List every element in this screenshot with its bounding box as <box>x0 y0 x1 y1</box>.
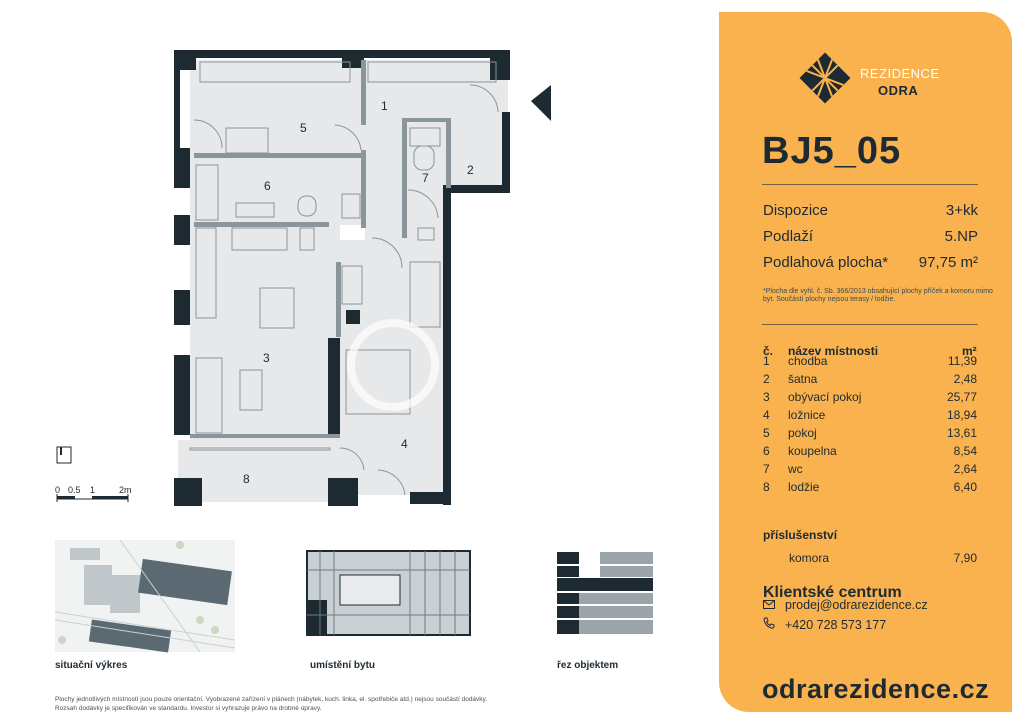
room-number-6: 6 <box>264 179 271 193</box>
table-row <box>763 354 977 372</box>
col-area-header: m² <box>962 344 977 358</box>
floor-row <box>763 228 978 245</box>
building-section-thumbnail <box>557 552 653 634</box>
area-note: *Plocha dle vyhl. č. Sb. 366/2013 obsahující plochy příček a komoru mimo byt. Součástí plochy nejsou terasy / lodžie. <box>763 288 993 303</box>
scale-label-2m: 2m <box>119 485 132 495</box>
table-row <box>763 480 977 498</box>
table-row <box>763 462 977 480</box>
scale-label-1: 1 <box>90 485 96 495</box>
room-no: 8 <box>763 480 770 494</box>
phone-contact[interactable] <box>763 617 886 632</box>
room-area: 2,64 <box>953 462 977 476</box>
disposition-label: Dispozice <box>763 202 829 219</box>
room-no: 4 <box>763 408 770 422</box>
room-number-2: 2 <box>467 163 474 177</box>
col-number-header: č. <box>763 344 774 358</box>
entrance-arrow-icon <box>531 85 551 121</box>
website-link[interactable]: odrarezidence.cz <box>762 674 990 704</box>
room-no: 1 <box>763 354 770 368</box>
email-link[interactable]: prodej@odrarezidence.cz <box>785 598 928 612</box>
email-contact[interactable] <box>763 598 928 612</box>
room-no: 6 <box>763 444 770 458</box>
client-center-title: Klientské centrum <box>763 584 902 601</box>
section-caption: řez objektem <box>557 660 619 671</box>
area-value: 97,75 m² <box>918 254 978 271</box>
room-area: 6,40 <box>953 480 977 494</box>
table-row <box>763 390 977 408</box>
phone-link[interactable]: +420 728 573 177 <box>785 618 887 632</box>
accessory-name: komora <box>789 551 830 565</box>
room-number-8: 8 <box>243 472 250 486</box>
floor-label: Podlaží <box>763 228 814 245</box>
scale-label-05: 0.5 <box>68 485 81 495</box>
room-name: obývací pokoj <box>788 390 862 404</box>
room-no: 3 <box>763 390 770 404</box>
room-name: wc <box>788 462 803 476</box>
disposition-row <box>763 202 978 219</box>
brand-name-bottom: ODRA <box>878 83 919 98</box>
disposition-value: 3+kk <box>945 202 978 219</box>
divider <box>762 324 978 325</box>
north-compass-icon <box>57 447 71 463</box>
site-plan-thumbnail <box>55 540 235 652</box>
room-name: lodžie <box>788 480 820 494</box>
room-area: 18,94 <box>946 408 977 422</box>
room-name: koupelna <box>788 444 837 458</box>
site-plan-caption: situační výkres <box>55 660 128 671</box>
brand-name-top: REZIDENCE <box>860 66 940 81</box>
accessories-title: příslušenství <box>763 528 838 542</box>
area-label: Podlahová plocha* <box>763 254 889 271</box>
room-area: 8,54 <box>953 444 977 458</box>
room-no: 7 <box>763 462 770 476</box>
room-no: 2 <box>763 372 770 386</box>
room-number-7: 7 <box>422 171 429 185</box>
room-name: pokoj <box>788 426 817 440</box>
room-number-4: 4 <box>401 437 408 451</box>
room-number-5: 5 <box>300 121 307 135</box>
table-row <box>763 444 977 462</box>
envelope-icon <box>763 598 775 612</box>
room-name: šatna <box>788 372 818 386</box>
room-name: chodba <box>788 354 828 368</box>
table-row <box>763 408 977 426</box>
room-area: 11,39 <box>947 354 977 368</box>
accessory-row <box>789 551 977 565</box>
room-no: 5 <box>763 426 770 440</box>
table-row <box>763 372 977 390</box>
phone-icon <box>763 617 775 632</box>
footnote-line-1: Plochy jednotlivých místností jsou pouze orientační. Vyobrazené zařízení v plánech (nábytek, kuch. linka, el. spotřebiče atd.) nejsou součástí dodávky. <box>55 696 488 703</box>
floor-value: 5.NP <box>944 228 978 245</box>
area-row <box>763 254 978 271</box>
room-number-1: 1 <box>381 99 388 113</box>
unit-title: BJ5_05 <box>762 130 902 172</box>
room-number-3: 3 <box>263 351 270 365</box>
room-area: 13,61 <box>946 426 977 440</box>
room-area: 25,77 <box>946 390 977 404</box>
col-name-header: název místnosti <box>788 344 879 358</box>
footnote-line-2: Rozsah dodávky je specifikován ve standardu. Investor si vyhrazuje právo na drobné úpravy. <box>55 705 322 712</box>
scale-label-0: 0 <box>55 485 61 495</box>
divider <box>762 184 978 185</box>
table-row <box>763 426 977 444</box>
unit-location-caption: umístění bytu <box>310 660 376 671</box>
info-panel <box>719 12 1012 712</box>
room-area: 2,48 <box>953 372 977 386</box>
rezidence-odra-logo-icon <box>797 50 853 106</box>
accessory-area: 7,90 <box>953 551 977 565</box>
room-name: ložnice <box>788 408 826 422</box>
unit-location-thumbnail <box>307 551 470 635</box>
scale-bar <box>57 494 128 502</box>
